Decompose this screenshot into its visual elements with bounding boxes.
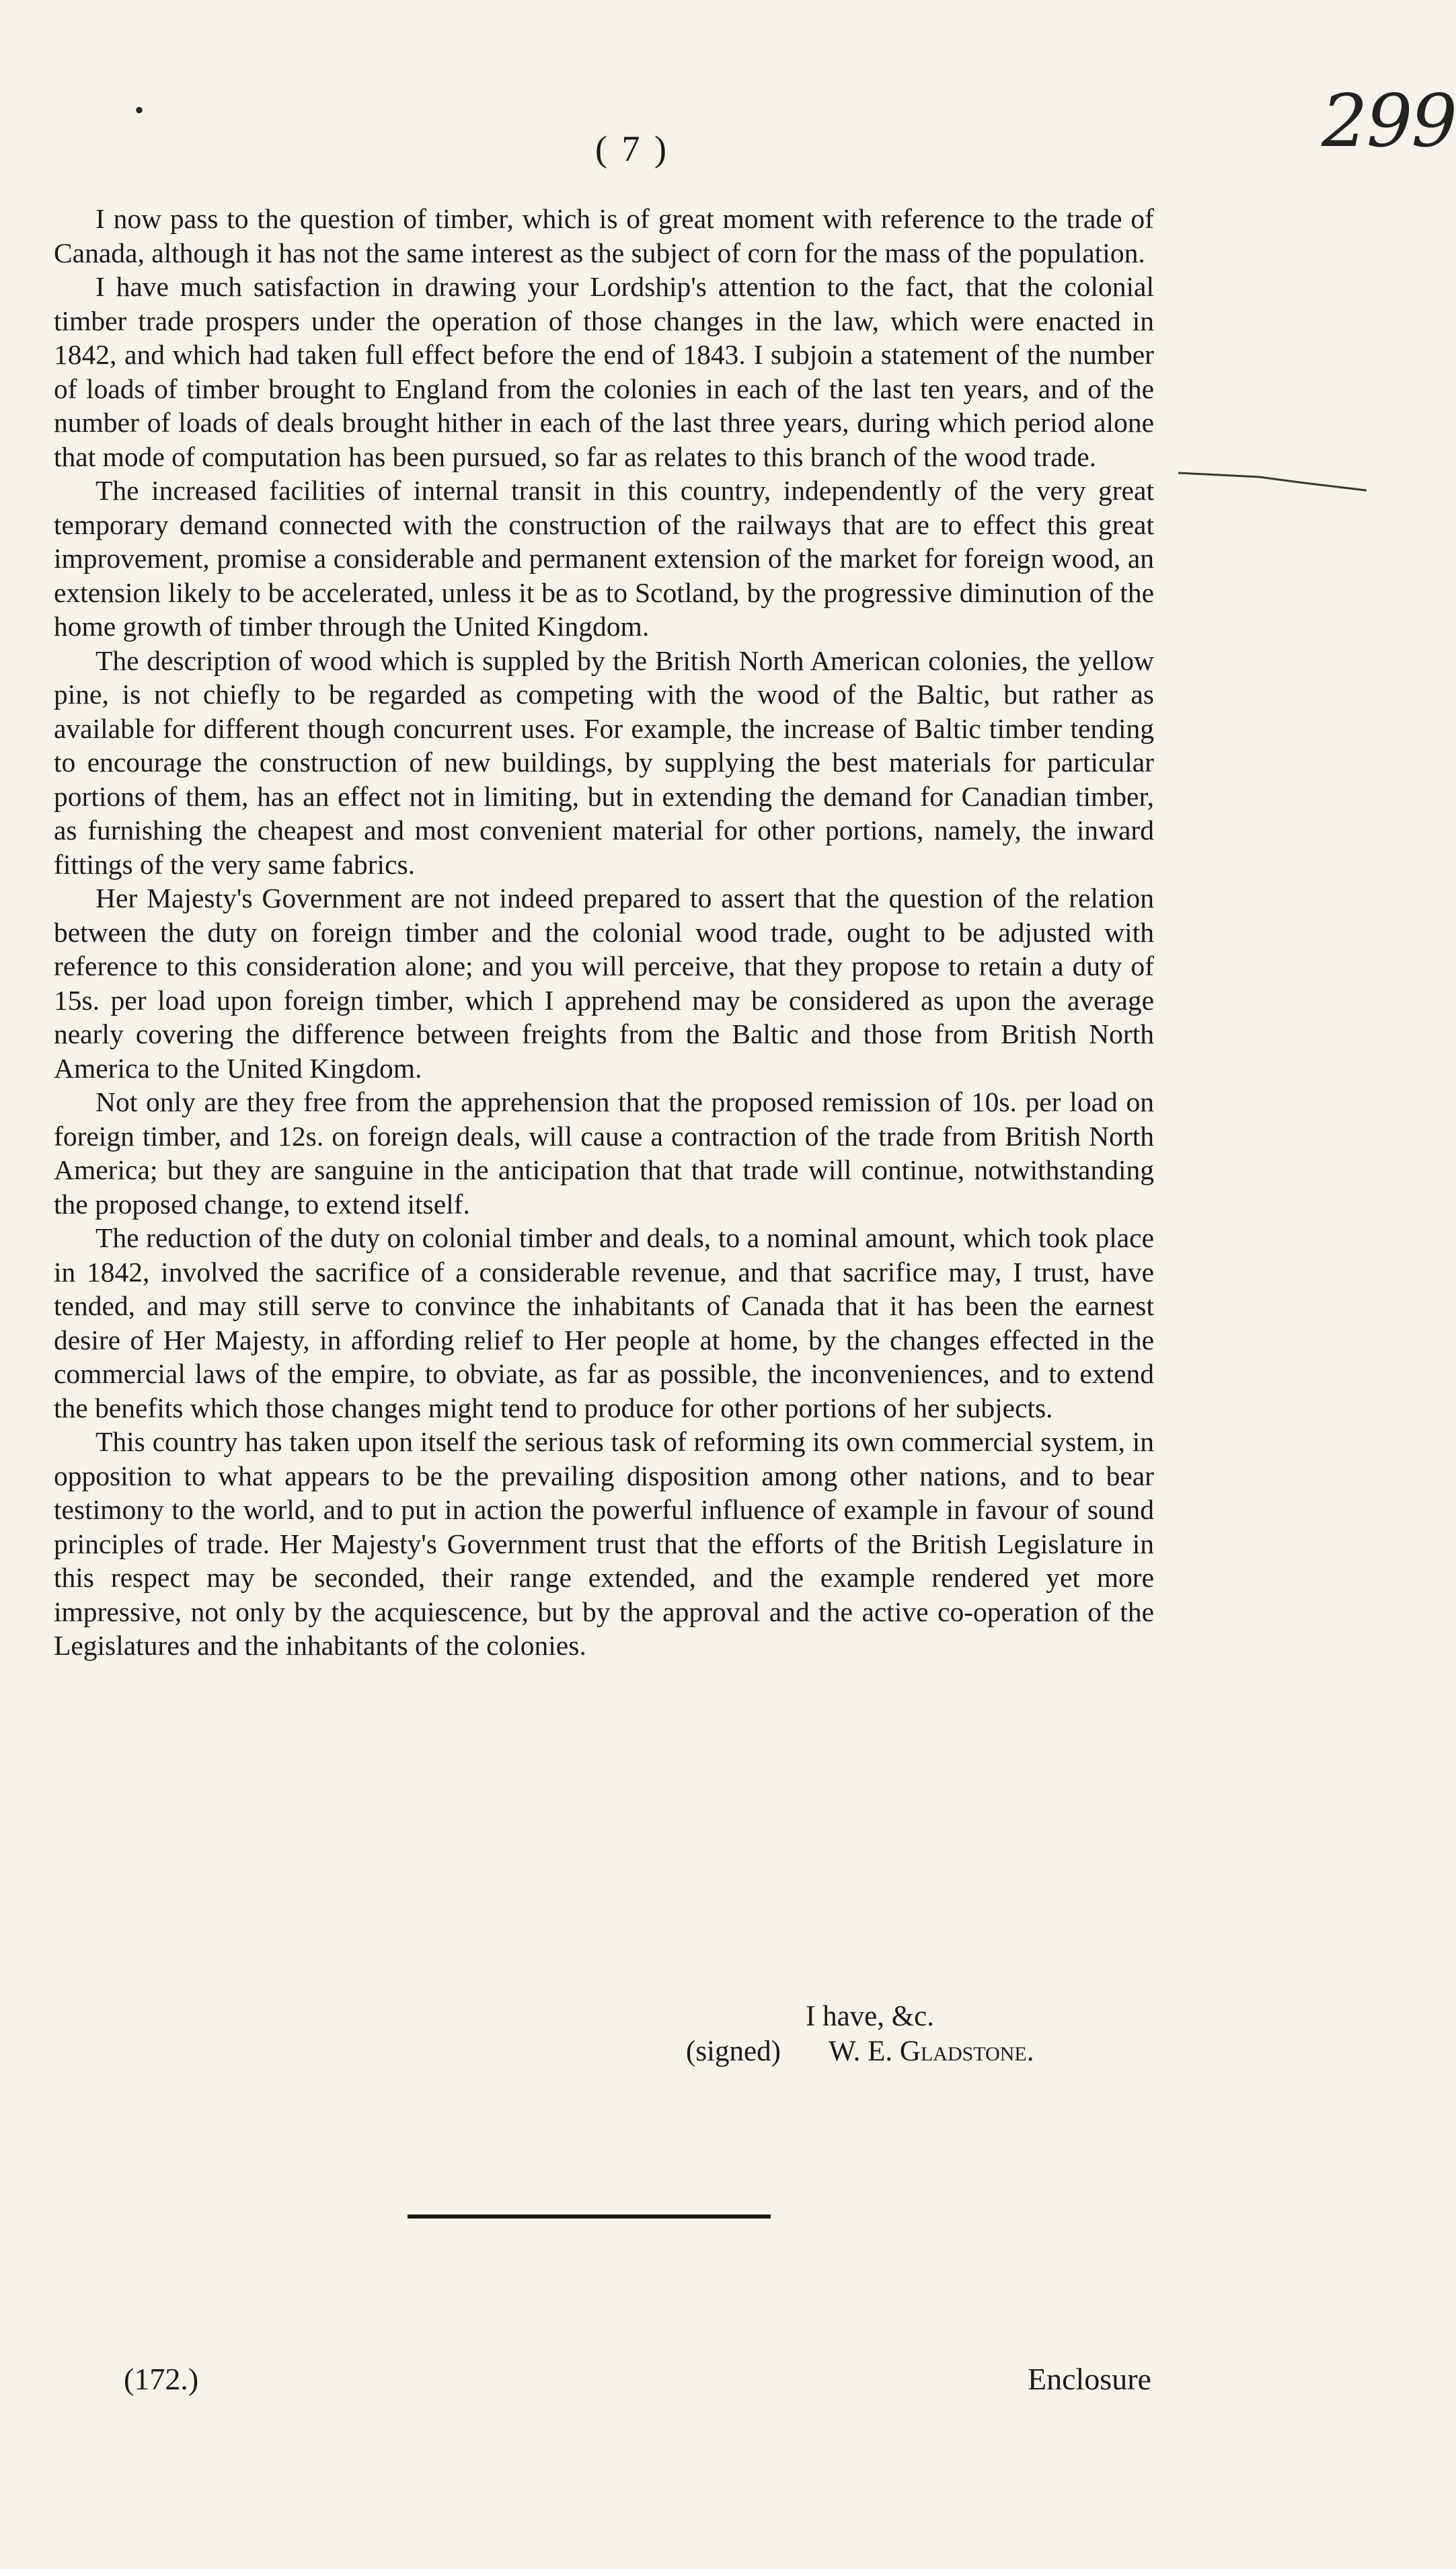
paragraph: I have much satisfaction in drawing your Lordship's attention to the fact, that the colonial timber trade prospers under the operation of those changes in the law, which were enacted in 1842, and which had taken full effect before the end of 1843. I subjoin a statement of the number of loads of timber brought to England from the colonies in each of the last ten years, and of the number of loads of deals brought hither in each of the last three years, during which period alone that mode of computation has been pursued, so far as relates to this branch of the wood trade. <box>54 271 1154 472</box>
paragraph: Not only are they free from the apprehension that the proposed remission of 10s. per load on foreign timber, and 12s. on foreign deals, will cause a contraction of the trade from British North America; but they are sanguine in the anticipation that that trade will continue, notwithstanding the proposed change, to extend itself. <box>54 1086 1154 1220</box>
ink-speck: • <box>135 95 145 125</box>
paragraph: I now pass to the question of timber, which is of great moment with reference to the trade of Canada, although it has not the same interest as the subject of corn for the mass of the population. <box>54 203 1154 268</box>
signature: W. E. Gladstone. <box>829 2036 1034 2067</box>
paragraph: The increased facilities of internal transit in this country, independently of the very great temporary demand connected with the construction of the railways that are to effect this great improvement, promise a considerable and permanent extension of the market for foreign wood, an extension likely to be accelerated, unless it be as to Scotland, by the progressive diminution of the home growth of timber through the United Kingdom. <box>54 475 1154 642</box>
signed-label: (signed) <box>686 2036 781 2067</box>
document-number: (172.) <box>124 2362 199 2396</box>
paragraph: The description of wood which is suppled by the British North American colonies, the yellow pine, is not chiefly to be regarded as competing with the wood of the Baltic, but rather as available for different though concurrent uses. For example, the increase of Baltic timber tending to encourage the construction of new buildings, by supplying the best materials for particular portions of them, has an effect not in limiting, but in extending the demand for Canadian timber, as furnishing the cheapest and most convenient material for other portions, namely, the inward fittings of the very same fabrics. <box>54 644 1154 880</box>
paragraph: Her Majesty's Government are not indeed prepared to assert that the question of the relation between the duty on foreign timber and the colonial wood trade, ought to be adjusted with reference to this consideration alone; and you will perceive, that they propose to retain a duty of 15s. per load upon foreign timber, which I apprehend may be considered as upon the average nearly covering the difference between freights from the Baltic and those from British North America to the United Kingdom. <box>54 883 1154 1084</box>
page-number: ( 7 ) <box>595 128 669 169</box>
closing-salutation: I have, &c. <box>806 2001 935 2032</box>
margin-pencil-mark <box>1178 468 1367 494</box>
end-rule <box>408 2214 771 2219</box>
paragraph: The reduction of the duty on colonial timber and deals, to a nominal amount, which took place in 1842, involved the sacrifice of a considerable revenue, and that sacrifice may, I trust, have tended, and may still serve to convince the inhabitants of Canada that it has been the earnest desire of Her Majesty, in affording relief to Her people at home, by the changes effected in the commercial laws of the empire, to obviate, as far as possible, the inconveniences, and to extend the benefits which those changes might tend to produce for other portions of her subjects. <box>54 1222 1154 1423</box>
handwritten-folio-number: 299 <box>1321 79 1456 163</box>
catchword: Enclosure <box>1028 2362 1151 2396</box>
letter-body <box>54 202 1154 1663</box>
paragraph: This country has taken upon itself the serious task of reforming its own commercial system, in opposition to what appears to be the prevailing disposition among other nations, and to bear testimony to the world, and to put in action the powerful influence of example in favour of sound principles of trade. Her Majesty's Government trust that the efforts of the British Legislature in this respect may be seconded, their range extended, and the example rendered yet more impressive, not only by the acquiescence, but by the approval and the active co-operation of the Legislatures and the inhabitants of the colonies. <box>54 1426 1154 1661</box>
